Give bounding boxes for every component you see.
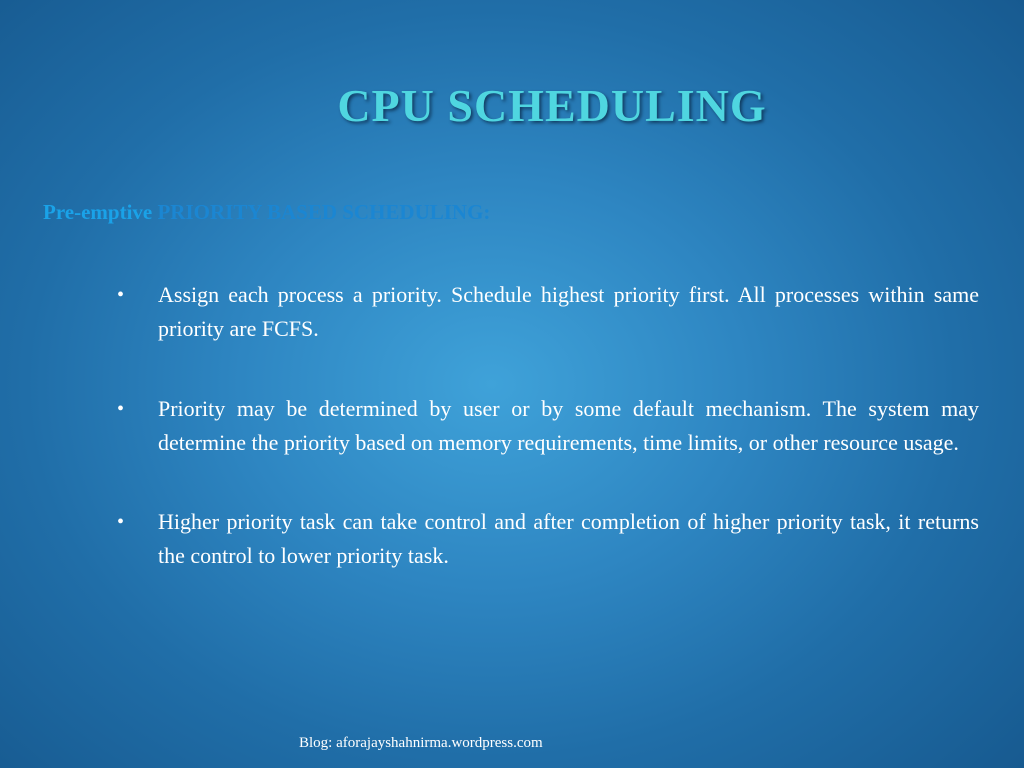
bullet-text: Higher priority task can take control and after completion of higher priority task, it returns the control to lower priority task. <box>158 509 979 568</box>
bullet-dot-icon: • <box>117 284 125 306</box>
bullet-item <box>113 278 979 346</box>
bullet-dot-icon: • <box>117 398 125 420</box>
bullet-item <box>113 392 979 460</box>
bullet-list <box>113 278 979 619</box>
bullet-dot-icon: • <box>117 511 125 533</box>
slide-subtitle <box>43 197 490 227</box>
bullet-item <box>113 505 979 573</box>
bullet-text: Priority may be determined by user or by some default mechanism. The system may determine the priority based on memory requirements, time limits, or other resource usage. <box>158 396 979 455</box>
slide-title: CPU SCHEDULING <box>337 80 767 131</box>
bullet-text: Assign each process a priority. Schedule highest priority first. All processes within same priority are FCFS. <box>158 282 979 341</box>
subtitle-prefix: Pre-emptive <box>43 200 158 224</box>
subtitle-topic: PRIORITY BASED SCHEDULING: <box>157 200 491 224</box>
footer-blog-credit: Blog: aforajayshahnirma.wordpress.com <box>299 735 543 751</box>
